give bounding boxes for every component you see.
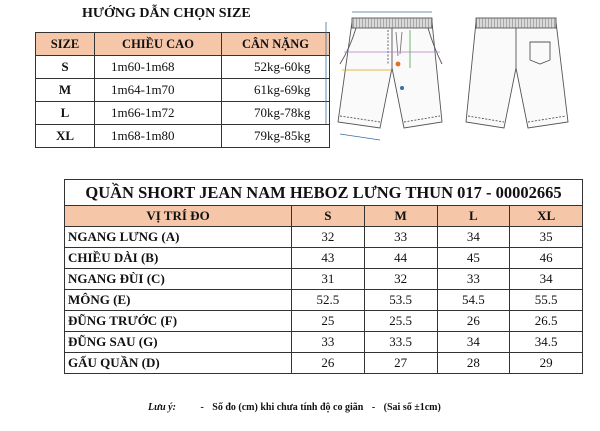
- measurement-label: NGANG LƯNG (A): [65, 227, 292, 248]
- shorts-front-view: [338, 18, 442, 128]
- measurement-label: GẤU QUẦN (D): [65, 353, 292, 374]
- product-title: QUẦN SHORT JEAN NAM HEBOZ LƯNG THUN 017 - 00002665: [65, 180, 583, 206]
- measurement-value: 33: [292, 332, 365, 353]
- measurement-value: 34: [510, 269, 583, 290]
- header-height: CHIỀU CAO: [95, 33, 222, 56]
- measurement-row: [65, 290, 583, 311]
- weight-cell: 70kg-78kg: [222, 102, 330, 125]
- measurement-value: 43: [292, 248, 365, 269]
- shorts-technical-drawing-icon: [316, 4, 596, 154]
- measurement-table: [64, 179, 583, 374]
- weight-cell: 61kg-69kg: [222, 79, 330, 102]
- measurement-row: [65, 269, 583, 290]
- weight-cell: 79kg-85kg: [222, 125, 330, 148]
- measurement-label: MÔNG (E): [65, 290, 292, 311]
- measurement-row: [65, 311, 583, 332]
- measurement-value: 53.5: [364, 290, 437, 311]
- height-cell: 1m60-1m68: [95, 56, 222, 79]
- height-cell: 1m68-1m80: [95, 125, 222, 148]
- measurement-note: [148, 402, 441, 413]
- measurement-value: 45: [437, 248, 510, 269]
- header-size-s: S: [292, 206, 365, 227]
- header-size: SIZE: [36, 33, 95, 56]
- header-size-m: M: [364, 206, 437, 227]
- note-tolerance: (Sai số ±1cm): [383, 402, 441, 413]
- size-guide-table: [35, 32, 330, 148]
- measurement-row: [65, 227, 583, 248]
- measurement-value: 27: [364, 353, 437, 374]
- measurement-value: 33: [364, 227, 437, 248]
- measurement-value: 29: [510, 353, 583, 374]
- measurement-value: 34.5: [510, 332, 583, 353]
- measurement-table-header: [65, 206, 583, 227]
- header-position: VỊ TRÍ ĐO: [65, 206, 292, 227]
- size-cell: L: [36, 102, 95, 125]
- measurement-value: 25: [292, 311, 365, 332]
- height-cell: 1m64-1m70: [95, 79, 222, 102]
- measurement-value: 26.5: [510, 311, 583, 332]
- size-table-header: [36, 33, 330, 56]
- measurement-value: 31: [292, 269, 365, 290]
- weight-cell: 52kg-60kg: [222, 56, 330, 79]
- measurement-row: [65, 332, 583, 353]
- measurement-value: 32: [364, 269, 437, 290]
- size-row: [36, 125, 330, 148]
- measurement-value: 34: [437, 332, 510, 353]
- size-row: [36, 56, 330, 79]
- measurement-value: 32: [292, 227, 365, 248]
- size-guide-title: HƯỚNG DẪN CHỌN SIZE: [82, 6, 251, 21]
- header-size-l: L: [437, 206, 510, 227]
- measurement-label: ĐŨNG TRƯỚC (F): [65, 311, 292, 332]
- measurement-label: ĐŨNG SAU (G): [65, 332, 292, 353]
- measurement-value: 28: [437, 353, 510, 374]
- measurement-value: 55.5: [510, 290, 583, 311]
- note-lead: Lưu ý:: [148, 402, 176, 413]
- note-separator: -: [371, 402, 376, 413]
- measurement-value: 52.5: [292, 290, 365, 311]
- measurement-row: [65, 248, 583, 269]
- measurement-label: CHIỀU DÀI (B): [65, 248, 292, 269]
- measurement-value: 44: [364, 248, 437, 269]
- size-row: [36, 79, 330, 102]
- size-cell: XL: [36, 125, 95, 148]
- shorts-back-view: [466, 18, 568, 128]
- measurement-value: 35: [510, 227, 583, 248]
- measurement-value: 33: [437, 269, 510, 290]
- height-cell: 1m66-1m72: [95, 102, 222, 125]
- measurement-table-caption-row: [65, 180, 583, 206]
- measurement-value: 54.5: [437, 290, 510, 311]
- measurement-value: 26: [437, 311, 510, 332]
- measurement-label: NGANG ĐÙI (C): [65, 269, 292, 290]
- measurement-value: 46: [510, 248, 583, 269]
- header-weight: CÂN NẶNG: [222, 33, 330, 56]
- measurement-value: 25.5: [364, 311, 437, 332]
- measurement-row: [65, 353, 583, 374]
- note-dash: -: [200, 402, 204, 413]
- size-cell: S: [36, 56, 95, 79]
- header-size-xl: XL: [510, 206, 583, 227]
- size-row: [36, 102, 330, 125]
- measurement-value: 26: [292, 353, 365, 374]
- size-cell: M: [36, 79, 95, 102]
- measurement-value: 33.5: [364, 332, 437, 353]
- measurement-value: 34: [437, 227, 510, 248]
- note-text: Số đo (cm) khi chưa tính độ co giãn: [212, 402, 364, 413]
